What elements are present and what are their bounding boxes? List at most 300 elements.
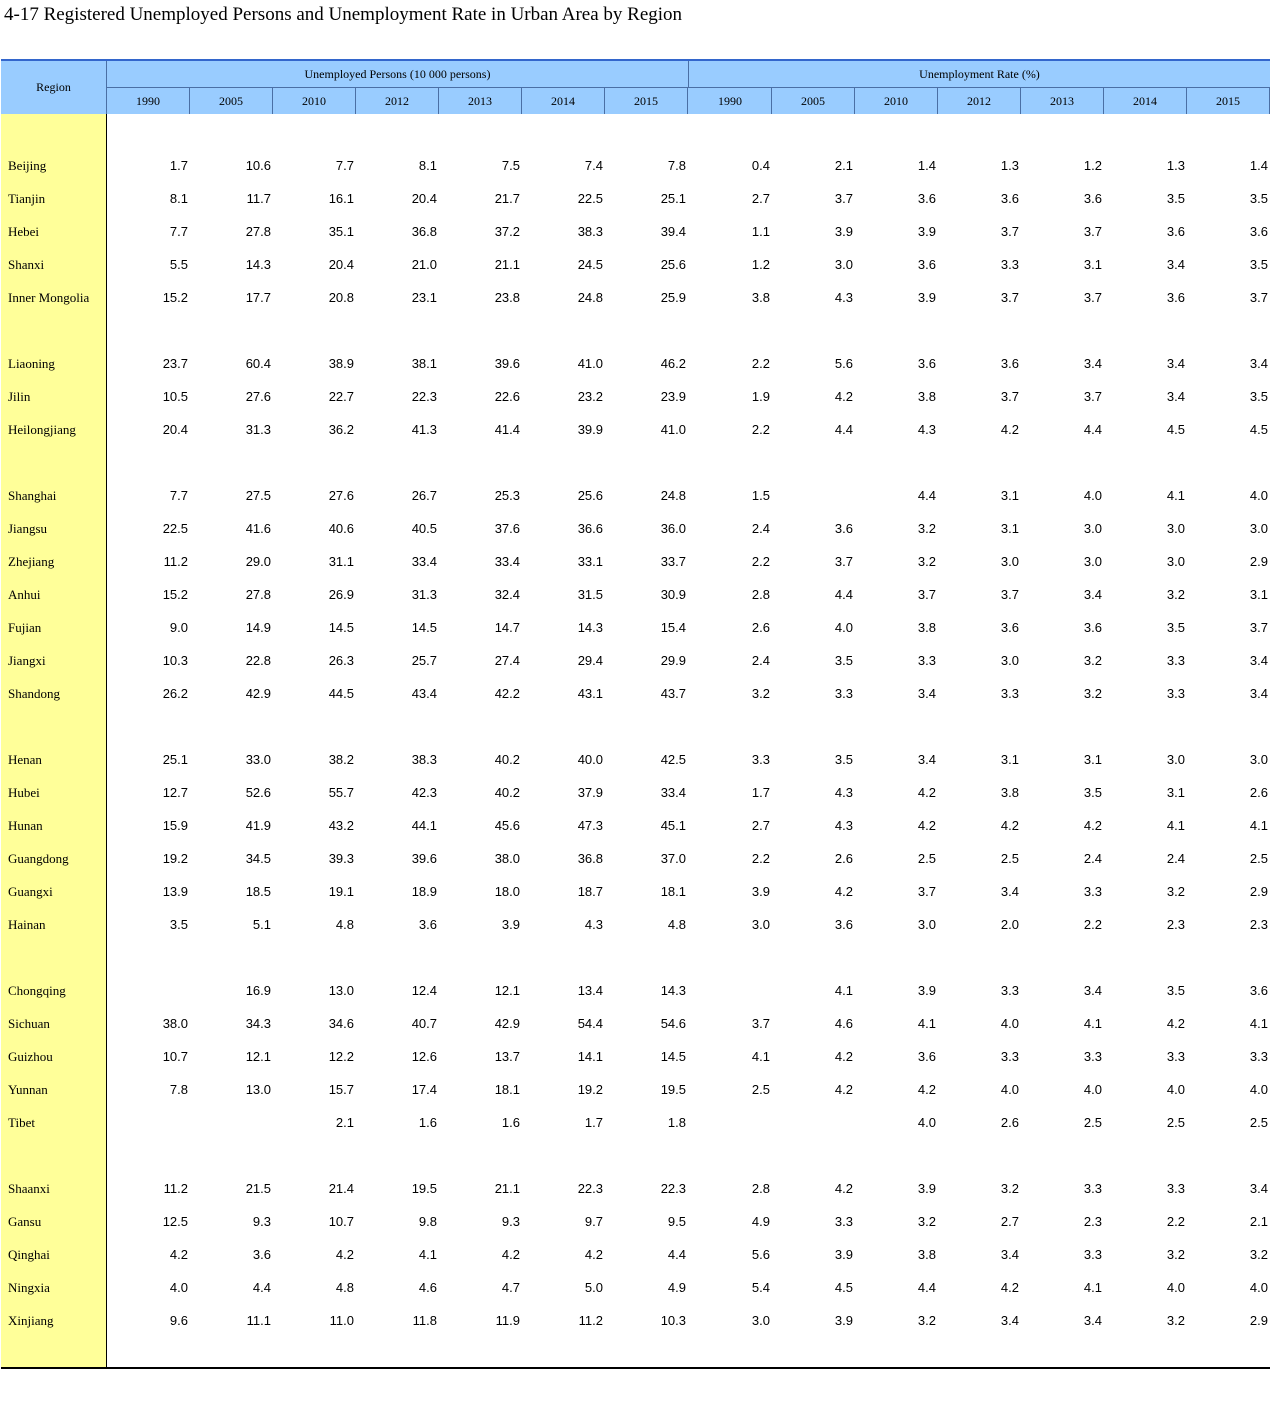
- region-name: Inner Mongolia: [8, 290, 90, 305]
- persons-cell: 37.0: [660, 851, 686, 866]
- persons-cell: 4.2: [501, 1247, 520, 1262]
- region-name: Tianjin: [8, 191, 46, 206]
- rate-cell: 4.5: [834, 1280, 853, 1295]
- rate-cell: 4.6: [834, 1016, 853, 1031]
- persons-cell: 40.2: [494, 785, 520, 800]
- rate-cell: 3.9: [917, 224, 936, 239]
- persons-cell: 11.9: [495, 1313, 520, 1328]
- rate-cell: 4.1: [751, 1049, 770, 1064]
- rate-year-header: 2015: [1187, 88, 1270, 114]
- persons-cell: 4.1: [418, 1247, 437, 1262]
- rate-cell: 3.8: [751, 290, 770, 305]
- rate-cell: 3.6: [1166, 224, 1185, 239]
- persons-cell: 1.8: [667, 1115, 686, 1130]
- persons-cell: 36.2: [328, 422, 354, 437]
- persons-year-header: 1990: [107, 88, 190, 114]
- persons-cell: 10.5: [162, 389, 188, 404]
- rate-cell: 4.2: [834, 1049, 853, 1064]
- rate-cell: 5.4: [751, 1280, 770, 1295]
- rate-cell: 3.7: [751, 1016, 770, 1031]
- persons-cell: 13.0: [328, 983, 354, 998]
- persons-cell: 2.1: [335, 1115, 354, 1130]
- rate-cell: 3.0: [1083, 554, 1102, 569]
- persons-cell: 23.8: [494, 290, 520, 305]
- region-name: Guangxi: [8, 884, 53, 899]
- persons-cell: 21.1: [494, 257, 520, 272]
- persons-cell: 39.4: [660, 224, 686, 239]
- rate-cell: 3.7: [1249, 620, 1268, 635]
- persons-cell: 43.7: [660, 686, 686, 701]
- persons-cell: 7.8: [169, 1082, 188, 1097]
- persons-cell: 13.9: [162, 884, 188, 899]
- rate-cell: 3.5: [1249, 257, 1268, 272]
- rate-cell: 1.1: [751, 224, 770, 239]
- table-row: [1, 783, 1270, 803]
- region-name: Beijing: [8, 158, 47, 173]
- rate-cell: 4.0: [1166, 1280, 1185, 1295]
- rate-cell: 3.6: [1000, 356, 1019, 371]
- rate-cell: 2.4: [1083, 851, 1102, 866]
- rate-cell: 2.3: [1249, 917, 1268, 932]
- rate-cell: 3.8: [917, 620, 936, 635]
- rate-cell: 3.0: [834, 257, 853, 272]
- region-name: Henan: [8, 752, 42, 767]
- persons-cell: 23.1: [411, 290, 437, 305]
- persons-cell: 46.2: [660, 356, 686, 371]
- persons-cell: 18.9: [411, 884, 437, 899]
- persons-cell: 14.3: [245, 257, 271, 272]
- page-title: 4-17 Registered Unemployed Persons and Unemployment Rate in Urban Area by Region: [4, 4, 683, 25]
- persons-cell: 12.4: [411, 983, 437, 998]
- rate-cell: 3.6: [834, 917, 853, 932]
- unemployed-persons-group-header: Unemployed Persons (10 000 persons): [107, 61, 689, 88]
- persons-cell: 38.9: [328, 356, 354, 371]
- rate-cell: 2.6: [1249, 785, 1268, 800]
- table-row: [1, 618, 1270, 638]
- rate-cell: 3.0: [1000, 653, 1019, 668]
- persons-cell: 19.2: [162, 851, 188, 866]
- rate-cell: 3.4: [1249, 1181, 1268, 1196]
- persons-cell: 38.0: [494, 851, 520, 866]
- persons-cell: 54.6: [660, 1016, 686, 1031]
- rate-cell: 3.9: [917, 290, 936, 305]
- rate-cell: 2.7: [1000, 1214, 1019, 1229]
- persons-cell: 38.1: [411, 356, 437, 371]
- rate-cell: 3.3: [1166, 1181, 1185, 1196]
- persons-cell: 19.5: [660, 1082, 686, 1097]
- rate-cell: 2.1: [834, 158, 853, 173]
- rate-cell: 3.6: [1083, 191, 1102, 206]
- table-row: [1, 1113, 1270, 1133]
- region-name: Hebei: [8, 224, 40, 239]
- persons-cell: 3.6: [252, 1247, 271, 1262]
- rate-cell: 3.0: [1249, 752, 1268, 767]
- region-name: Qinghai: [8, 1247, 50, 1262]
- persons-cell: 26.2: [162, 686, 188, 701]
- rate-cell: 3.7: [1083, 389, 1102, 404]
- rate-cell: 3.2: [1083, 686, 1102, 701]
- rate-cell: 3.6: [1166, 290, 1185, 305]
- persons-cell: 11.2: [578, 1313, 603, 1328]
- rate-cell: 3.3: [834, 686, 853, 701]
- rate-cell: 3.5: [834, 653, 853, 668]
- persons-cell: 12.1: [494, 983, 520, 998]
- persons-cell: 22.3: [411, 389, 437, 404]
- table-row: [1, 1311, 1270, 1331]
- rate-cell: 4.3: [917, 422, 936, 437]
- persons-cell: 31.3: [411, 587, 437, 602]
- persons-cell: 33.4: [494, 554, 520, 569]
- persons-cell: 4.0: [169, 1280, 188, 1295]
- persons-cell: 42.9: [245, 686, 271, 701]
- rate-cell: 3.6: [834, 521, 853, 536]
- rate-cell: 3.7: [1000, 389, 1019, 404]
- region-name: Hunan: [8, 818, 43, 833]
- persons-cell: 38.3: [577, 224, 603, 239]
- rate-cell: 3.0: [917, 917, 936, 932]
- rate-cell: 4.4: [834, 587, 853, 602]
- persons-cell: 37.2: [494, 224, 520, 239]
- table-row: [1, 486, 1270, 506]
- rate-cell: 0.4: [751, 158, 770, 173]
- rate-cell: 3.1: [1083, 257, 1102, 272]
- region-name: Guizhou: [8, 1049, 53, 1064]
- persons-cell: 12.1: [245, 1049, 271, 1064]
- rate-cell: 3.5: [1166, 620, 1185, 635]
- rate-cell: 3.0: [1000, 554, 1019, 569]
- rate-cell: 4.1: [834, 983, 853, 998]
- persons-cell: 55.7: [328, 785, 354, 800]
- persons-cell: 41.0: [577, 356, 603, 371]
- persons-cell: 11.7: [246, 191, 271, 206]
- rate-cell: 4.0: [1249, 1082, 1268, 1097]
- rate-cell: 3.0: [1166, 554, 1185, 569]
- rate-cell: 3.3: [1083, 1049, 1102, 1064]
- persons-cell: 18.5: [245, 884, 271, 899]
- rate-cell: 4.2: [1000, 422, 1019, 437]
- rate-cell: 3.9: [834, 1313, 853, 1328]
- region-name: Hainan: [8, 917, 46, 932]
- persons-cell: 38.3: [411, 752, 437, 767]
- persons-cell: 4.9: [667, 1280, 686, 1295]
- persons-cell: 27.4: [494, 653, 520, 668]
- persons-cell: 44.1: [411, 818, 437, 833]
- rate-cell: 3.3: [1249, 1049, 1268, 1064]
- persons-cell: 3.5: [169, 917, 188, 932]
- persons-cell: 33.4: [660, 785, 686, 800]
- rate-cell: 2.8: [751, 1181, 770, 1196]
- rate-cell: 3.2: [1166, 1247, 1185, 1262]
- table-row: [1, 1179, 1270, 1199]
- rate-cell: 3.1: [1000, 488, 1019, 503]
- rate-cell: 2.7: [751, 818, 770, 833]
- persons-cell: 20.4: [162, 422, 188, 437]
- persons-cell: 9.3: [252, 1214, 271, 1229]
- table-row: [1, 1245, 1270, 1265]
- rate-cell: 3.7: [834, 554, 853, 569]
- rate-cell: 4.0: [1249, 1280, 1268, 1295]
- persons-cell: 22.8: [245, 653, 271, 668]
- rate-cell: 2.0: [1000, 917, 1019, 932]
- rate-cell: 3.6: [917, 356, 936, 371]
- persons-cell: 12.5: [162, 1214, 188, 1229]
- rate-cell: 3.3: [917, 653, 936, 668]
- rate-cell: 3.4: [1166, 356, 1185, 371]
- rate-cell: 4.2: [834, 884, 853, 899]
- table-row: [1, 1080, 1270, 1100]
- persons-cell: 29.0: [245, 554, 271, 569]
- rate-cell: 4.0: [1000, 1016, 1019, 1031]
- persons-cell: 4.2: [169, 1247, 188, 1262]
- rate-cell: 3.2: [751, 686, 770, 701]
- rate-cell: 3.1: [1000, 521, 1019, 536]
- table-row: [1, 189, 1270, 209]
- region-name: Jiangxi: [8, 653, 46, 668]
- persons-cell: 4.2: [584, 1247, 603, 1262]
- rate-cell: 3.7: [1000, 224, 1019, 239]
- table-row: [1, 585, 1270, 605]
- persons-cell: 40.2: [494, 752, 520, 767]
- persons-cell: 7.4: [584, 158, 603, 173]
- persons-cell: 13.7: [494, 1049, 520, 1064]
- rate-cell: 3.3: [1000, 257, 1019, 272]
- region-name: Tibet: [8, 1115, 35, 1130]
- rate-cell: 4.0: [1083, 488, 1102, 503]
- table-row: [1, 156, 1270, 176]
- persons-cell: 32.4: [494, 587, 520, 602]
- rate-cell: 3.4: [1166, 257, 1185, 272]
- persons-cell: 44.5: [328, 686, 354, 701]
- persons-cell: 18.1: [494, 1082, 520, 1097]
- table-row: [1, 288, 1270, 308]
- persons-cell: 5.5: [169, 257, 188, 272]
- rate-cell: 3.7: [1000, 290, 1019, 305]
- rate-cell: 3.3: [1166, 1049, 1185, 1064]
- rate-cell: 2.5: [751, 1082, 770, 1097]
- persons-year-header: 2012: [356, 88, 439, 114]
- persons-cell: 23.9: [660, 389, 686, 404]
- persons-cell: 38.2: [328, 752, 354, 767]
- rate-cell: 3.3: [751, 752, 770, 767]
- rate-cell: 1.9: [751, 389, 770, 404]
- rate-cell: 1.4: [1249, 158, 1268, 173]
- region-name: Gansu: [8, 1214, 42, 1229]
- rate-cell: 3.4: [917, 752, 936, 767]
- rate-cell: 1.5: [751, 488, 770, 503]
- rate-cell: 3.1: [1249, 587, 1268, 602]
- persons-cell: 15.2: [162, 587, 188, 602]
- table-row: [1, 684, 1270, 704]
- rate-cell: 4.3: [834, 785, 853, 800]
- persons-cell: 23.2: [577, 389, 603, 404]
- rate-cell: 1.2: [751, 257, 770, 272]
- rate-cell: 3.4: [1249, 356, 1268, 371]
- rate-cell: 3.4: [1166, 389, 1185, 404]
- persons-cell: 14.1: [577, 1049, 603, 1064]
- rate-cell: 3.3: [1000, 1049, 1019, 1064]
- persons-cell: 4.7: [501, 1280, 520, 1295]
- persons-cell: 60.4: [245, 356, 271, 371]
- rate-cell: 3.6: [1249, 224, 1268, 239]
- persons-cell: 3.9: [501, 917, 520, 932]
- persons-cell: 25.7: [411, 653, 437, 668]
- persons-cell: 42.3: [411, 785, 437, 800]
- persons-cell: 18.1: [660, 884, 686, 899]
- persons-cell: 22.5: [577, 191, 603, 206]
- rate-cell: 3.0: [1166, 521, 1185, 536]
- rate-cell: 2.4: [751, 521, 770, 536]
- persons-cell: 7.7: [169, 224, 188, 239]
- rate-cell: 3.3: [1000, 686, 1019, 701]
- persons-year-header: 2014: [522, 88, 605, 114]
- rate-cell: 2.1: [1249, 1214, 1268, 1229]
- rate-cell: 3.2: [1083, 653, 1102, 668]
- persons-cell: 12.7: [162, 785, 188, 800]
- persons-cell: 13.0: [245, 1082, 271, 1097]
- rate-cell: 3.8: [1000, 785, 1019, 800]
- persons-cell: 41.0: [660, 422, 686, 437]
- rate-cell: 3.6: [1249, 983, 1268, 998]
- rate-year-header: 2010: [855, 88, 938, 114]
- rate-cell: 3.3: [1083, 884, 1102, 899]
- table-row: [1, 552, 1270, 572]
- rate-cell: 3.7: [834, 191, 853, 206]
- rate-cell: 3.4: [917, 686, 936, 701]
- rate-cell: 3.1: [1000, 752, 1019, 767]
- rate-cell: 3.3: [1083, 1247, 1102, 1262]
- table-row: [1, 387, 1270, 407]
- persons-cell: 1.6: [418, 1115, 437, 1130]
- region-name: Sichuan: [8, 1016, 50, 1031]
- rate-cell: 4.5: [1249, 422, 1268, 437]
- persons-cell: 39.6: [494, 356, 520, 371]
- rate-cell: 3.7: [1249, 290, 1268, 305]
- persons-cell: 37.9: [577, 785, 603, 800]
- rate-year-header: 2005: [772, 88, 855, 114]
- persons-cell: 19.2: [577, 1082, 603, 1097]
- persons-cell: 4.8: [335, 917, 354, 932]
- rate-cell: 4.2: [1000, 818, 1019, 833]
- persons-cell: 35.1: [328, 224, 354, 239]
- rate-year-header: 2012: [938, 88, 1021, 114]
- rate-cell: 3.1: [1166, 785, 1185, 800]
- rate-cell: 4.2: [917, 1082, 936, 1097]
- rate-cell: 3.0: [1083, 521, 1102, 536]
- persons-cell: 4.8: [667, 917, 686, 932]
- rate-cell: 3.3: [1166, 653, 1185, 668]
- rate-cell: 4.1: [1083, 1016, 1102, 1031]
- persons-year-header: 2013: [439, 88, 522, 114]
- persons-cell: 1.6: [501, 1115, 520, 1130]
- persons-cell: 1.7: [169, 158, 188, 173]
- region-name: Zhejiang: [8, 554, 55, 569]
- rate-cell: 3.2: [1249, 1247, 1268, 1262]
- rate-year-header: 1990: [689, 88, 772, 114]
- persons-cell: 43.2: [328, 818, 354, 833]
- persons-cell: 7.8: [667, 158, 686, 173]
- persons-cell: 27.8: [245, 224, 271, 239]
- rate-cell: 2.3: [1166, 917, 1185, 932]
- rate-cell: 4.0: [1000, 1082, 1019, 1097]
- persons-cell: 26.7: [411, 488, 437, 503]
- persons-cell: 20.8: [328, 290, 354, 305]
- rate-cell: 4.0: [1083, 1082, 1102, 1097]
- persons-cell: 9.0: [169, 620, 188, 635]
- table-row: [1, 1212, 1270, 1232]
- persons-cell: 25.1: [660, 191, 686, 206]
- rate-cell: 4.3: [834, 818, 853, 833]
- persons-cell: 10.3: [660, 1313, 686, 1328]
- region-name: Fujian: [8, 620, 42, 635]
- region-name: Hubei: [8, 785, 40, 800]
- rate-cell: 4.2: [1000, 1280, 1019, 1295]
- rate-cell: 3.6: [917, 191, 936, 206]
- persons-cell: 27.5: [245, 488, 271, 503]
- rate-cell: 4.0: [1249, 488, 1268, 503]
- persons-cell: 41.6: [245, 521, 271, 536]
- persons-cell: 9.7: [584, 1214, 603, 1229]
- rate-cell: 3.5: [834, 752, 853, 767]
- persons-cell: 45.6: [494, 818, 520, 833]
- region-name: Jiangsu: [8, 521, 47, 536]
- region-name: Ningxia: [8, 1280, 50, 1295]
- rate-cell: 3.3: [834, 1214, 853, 1229]
- rate-cell: 3.0: [751, 917, 770, 932]
- rate-cell: 2.6: [1000, 1115, 1019, 1130]
- persons-cell: 24.8: [577, 290, 603, 305]
- rate-cell: 3.5: [1083, 785, 1102, 800]
- rate-cell: 2.4: [751, 653, 770, 668]
- rate-cell: 3.7: [917, 587, 936, 602]
- rate-cell: 2.9: [1249, 554, 1268, 569]
- rate-cell: 4.2: [834, 1082, 853, 1097]
- persons-cell: 3.6: [418, 917, 437, 932]
- rate-cell: 2.5: [1000, 851, 1019, 866]
- persons-cell: 26.9: [328, 587, 354, 602]
- table-row: [1, 420, 1270, 440]
- persons-cell: 52.6: [245, 785, 271, 800]
- rate-cell: 1.3: [1166, 158, 1185, 173]
- region-name: Shanghai: [8, 488, 57, 503]
- persons-cell: 11.0: [329, 1313, 354, 1328]
- persons-cell: 4.4: [252, 1280, 271, 1295]
- rate-cell: 3.6: [917, 257, 936, 272]
- table-row: [1, 519, 1270, 539]
- persons-cell: 12.6: [411, 1049, 437, 1064]
- persons-cell: 30.9: [660, 587, 686, 602]
- rate-cell: 4.1: [917, 1016, 936, 1031]
- region-name: Chongqing: [8, 983, 66, 998]
- persons-year-header: 2005: [190, 88, 273, 114]
- persons-cell: 29.9: [660, 653, 686, 668]
- region-name: Heilongjiang: [8, 422, 76, 437]
- persons-cell: 21.0: [411, 257, 437, 272]
- rate-cell: 3.2: [917, 554, 936, 569]
- persons-cell: 5.0: [584, 1280, 603, 1295]
- persons-cell: 33.7: [660, 554, 686, 569]
- persons-cell: 17.7: [245, 290, 271, 305]
- persons-cell: 14.5: [411, 620, 437, 635]
- persons-cell: 23.7: [162, 356, 188, 371]
- persons-cell: 7.5: [501, 158, 520, 173]
- rate-cell: 3.9: [917, 1181, 936, 1196]
- persons-cell: 19.5: [411, 1181, 437, 1196]
- persons-cell: 43.4: [411, 686, 437, 701]
- persons-cell: 22.3: [660, 1181, 686, 1196]
- persons-cell: 11.2: [163, 1181, 188, 1196]
- rate-cell: 1.3: [1000, 158, 1019, 173]
- rate-cell: 1.7: [751, 785, 770, 800]
